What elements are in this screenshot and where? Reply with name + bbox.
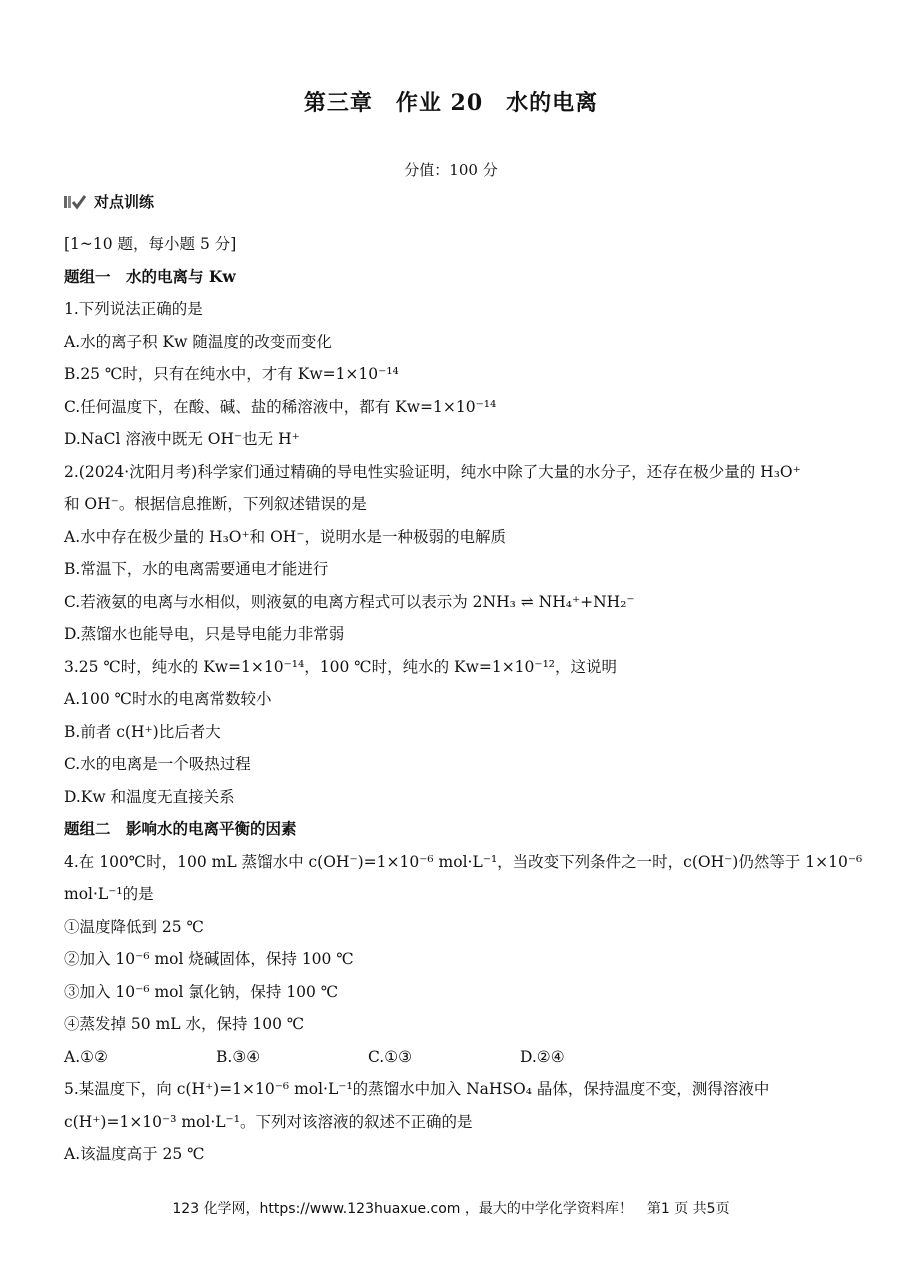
option-line: A.水的离子积 Kw 随温度的改变而变化: [64, 332, 332, 351]
option-line: C.若液氨的电离与水相似，则液氨的电离方程式可以表示为 2NH₃ ⇌ NH₄⁺+NH₂⁻: [64, 592, 635, 611]
option-c: C.①③: [368, 1047, 413, 1066]
page-footer: 123 化学网，https://www.123huaxue.com ，最大的中学化学资料库！ 第1 页 共5页: [172, 1201, 730, 1217]
option-line: C.水的电离是一个吸热过程: [64, 755, 251, 773]
page-title: 第三章 作业 20 水的电离: [303, 90, 599, 116]
text-line: [1~10 题，每小题 5 分]: [64, 235, 237, 253]
option-b: B.③④: [216, 1047, 261, 1066]
option-line: D.NaCl 溶液中既无 OH⁻也无 H⁺: [64, 430, 300, 448]
group-heading: 题组二 影响水的电离平衡的因素: [64, 819, 297, 838]
question-stem: 5.某温度下，向 c(H⁺)=1×10⁻⁶ mol·L⁻¹的蒸馏水中加入 NaHSO₄ 晶体，保持温度不变，测得溶液中: [64, 1080, 770, 1098]
score-line: 分值：100 分: [404, 161, 498, 179]
option-line: A.该温度高于 25 ℃: [64, 1145, 205, 1163]
option-line: C.任何温度下，在酸、碱、盐的稀溶液中，都有 Kw=1×10⁻¹⁴: [64, 397, 497, 416]
option-a: A.①②: [64, 1047, 108, 1066]
section-header: [64, 191, 154, 212]
option-line: A.100 ℃时水的电离常数较小: [64, 690, 272, 708]
option-d: D.②④: [520, 1047, 565, 1066]
option-line: B.25 ℃时，只有在纯水中，才有 Kw=1×10⁻¹⁴: [64, 365, 399, 383]
group-heading: 题组一 水的电离与 Kw: [64, 266, 236, 286]
option-line: D.蒸馏水也能导电，只是导电能力非常弱: [64, 625, 345, 643]
question-body: [64, 232, 863, 1175]
question-stem: 2.(2024·沈阳月考)科学家们通过精确的导电性实验证明，纯水中除了大量的水分子，还存在极少量的 H₃O⁺: [64, 462, 801, 481]
question-stem: mol·L⁻¹的是: [64, 885, 154, 903]
q4-options: [64, 1045, 844, 1078]
option-line: A.水中存在极少量的 H₃O⁺和 OH⁻，说明水是一种极弱的电解质: [64, 527, 507, 546]
condition-item: ②加入 10⁻⁶ mol 烧碱固体，保持 100 ℃: [64, 950, 354, 968]
question-stem: 3.25 ℃时，纯水的 Kw=1×10⁻¹⁴，100 ℃时，纯水的 Kw=1×10⁻¹²，这说明: [64, 657, 618, 676]
condition-item: ③加入 10⁻⁶ mol 氯化钠，保持 100 ℃: [64, 982, 339, 1001]
checklist-icon: [64, 194, 86, 210]
question-stem: c(H⁺)=1×10⁻³ mol·L⁻¹。下列对该溶液的叙述不正确的是: [64, 1112, 473, 1131]
section-title: 对点训练: [94, 193, 155, 211]
question-stem: 1.下列说法正确的是: [64, 300, 203, 318]
question-stem: 和 OH⁻。根据信息推断，下列叙述错误的是: [64, 495, 367, 513]
condition-item: ④蒸发掉 50 mL 水，保持 100 ℃: [64, 1015, 305, 1033]
condition-item: ①温度降低到 25 ℃: [64, 917, 204, 936]
option-line: B.常温下，水的电离需要通电才能进行: [64, 560, 329, 578]
option-line: D.Kw 和温度无直接关系: [64, 787, 235, 806]
question-stem: 4.在 100℃时，100 mL 蒸馏水中 c(OH⁻)=1×10⁻⁶ mol·L⁻¹，当改变下列条件之一时，c(OH⁻)仍然等于 1×10⁻⁶: [64, 852, 863, 871]
option-line: B.前者 c(H⁺)比后者大: [64, 722, 221, 741]
